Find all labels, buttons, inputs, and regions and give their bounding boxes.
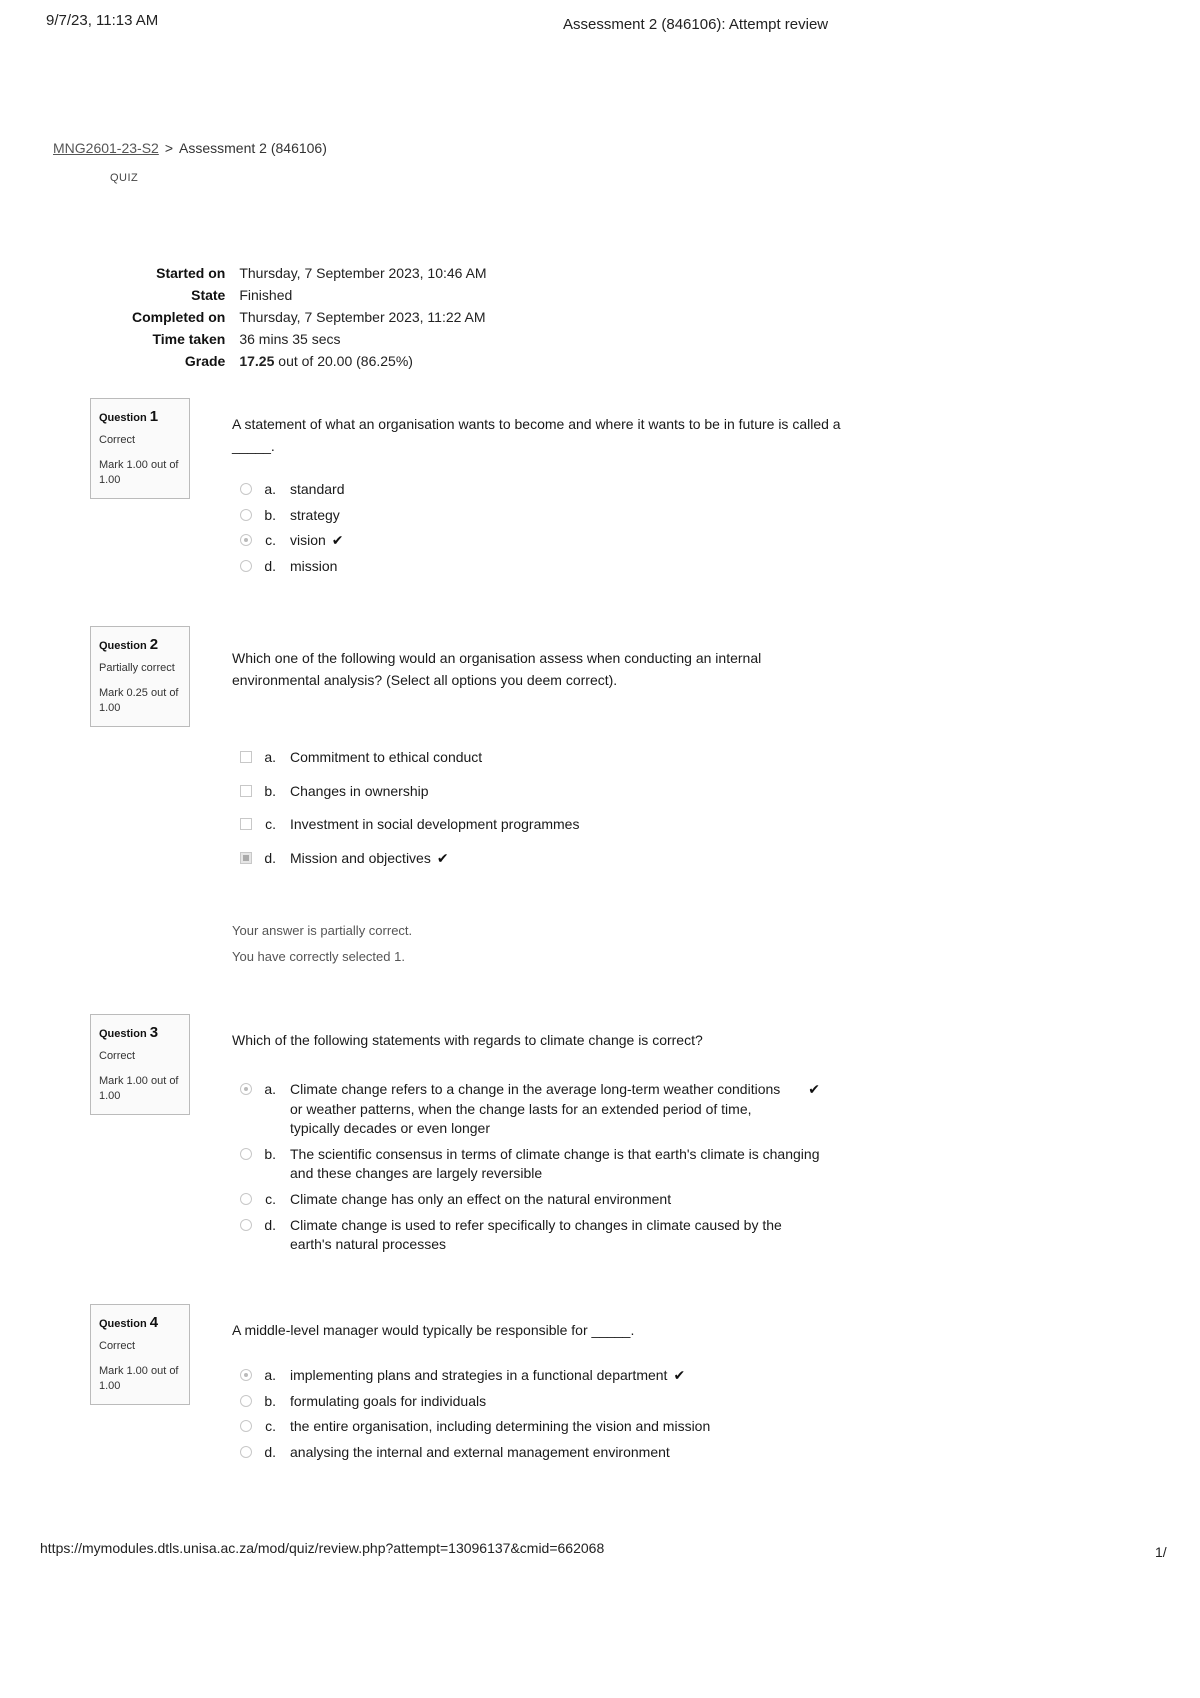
option-text: the entire organisation, including determining the vision and mission (290, 1418, 711, 1435)
answer-option[interactable] (240, 782, 840, 802)
checkbox[interactable] (240, 751, 252, 763)
grade-value (239, 350, 486, 372)
question-1-info (90, 398, 190, 499)
option-text-wrap (290, 1366, 840, 1386)
check-icon: ✔ (331, 532, 344, 549)
question-1-answers (240, 480, 840, 576)
question-1-text: A statement of what an organisation wants to become and where it wants to be in future is called a _____. (232, 416, 841, 454)
option-letter: c. (265, 532, 276, 549)
question-label: Question (99, 1318, 147, 1330)
activity-type-label: QUIZ (110, 172, 139, 184)
summary-row-completed (132, 306, 487, 328)
radio-button[interactable] (240, 560, 252, 572)
radio-button[interactable] (240, 1420, 252, 1432)
question-label: Question (99, 640, 147, 652)
option-text-wrap (290, 531, 840, 551)
question-2-mark: Mark 0.25 out of 1.00 (99, 687, 179, 714)
question-3-state: Correct (99, 1050, 136, 1063)
option-text: Mission and objectives (290, 849, 431, 866)
summary-row-time (132, 328, 487, 350)
breadcrumb-current: Assessment 2 (846106) (179, 140, 327, 156)
question-3-mark: Mark 1.00 out of 1.00 (99, 1075, 179, 1102)
option-letter: c. (265, 1418, 276, 1435)
grade-label: Grade (184, 353, 226, 369)
option-text-wrap (290, 849, 840, 869)
answer-option-selected[interactable] (240, 1366, 840, 1386)
question-number: 3 (149, 1024, 159, 1041)
radio-button-selected[interactable] (240, 1369, 252, 1381)
option-text: Investment in social development programmes (290, 816, 580, 833)
question-3-info (90, 1014, 190, 1115)
option-letter: b. (264, 506, 276, 523)
question-2-heading (99, 635, 181, 655)
question-3-answers (240, 1080, 820, 1255)
option-letter: b. (264, 1392, 276, 1409)
answer-option[interactable] (240, 1443, 840, 1463)
question-number: 2 (149, 636, 159, 653)
option-text: analysing the internal and external management environment (290, 1443, 670, 1460)
breadcrumb (53, 140, 327, 156)
question-1-state: Correct (99, 434, 136, 447)
question-2-info (90, 626, 190, 727)
feedback-line: Your answer is partially correct. (232, 923, 413, 938)
option-text: mission (290, 557, 338, 574)
option-letter: a. (264, 1081, 276, 1097)
feedback-line: You have correctly selected 1. (232, 949, 405, 964)
question-2-answers (240, 748, 840, 868)
option-text: strategy (290, 506, 340, 523)
question-4-answers (240, 1366, 840, 1462)
question-label: Question (99, 1028, 147, 1040)
option-letter: a. (264, 481, 276, 497)
grade-score: 17.25 (239, 353, 275, 369)
option-text: Climate change has only an effect on the natural environment (290, 1190, 672, 1207)
answer-option-selected[interactable] (240, 849, 840, 869)
option-letter: c. (265, 816, 276, 833)
option-text: Commitment to ethical conduct (290, 749, 483, 765)
option-text: vision (290, 532, 326, 549)
option-text: Climate change is used to refer specifically to changes in climate caused by the earth's natural processes (290, 1216, 782, 1253)
radio-button[interactable] (240, 483, 252, 495)
answer-option[interactable] (240, 1216, 820, 1255)
breadcrumb-separator: > (164, 140, 174, 156)
option-text: implementing plans and strategies in a functional department (290, 1367, 668, 1383)
answer-option[interactable] (240, 1417, 840, 1437)
time-taken-label: Time taken (152, 331, 226, 347)
question-3-text: Which of the following statements with regards to climate change is correct? (232, 1032, 703, 1048)
summary-row-state (132, 284, 487, 306)
breadcrumb-course-link[interactable]: MNG2601-23-S2 (53, 140, 159, 156)
answer-option[interactable] (240, 557, 840, 577)
summary-row-grade (132, 350, 487, 372)
started-on-value: Thursday, 7 September 2023, 10:46 AM (239, 265, 487, 281)
question-4-state: Correct (99, 1340, 136, 1353)
option-letter: c. (265, 1190, 276, 1207)
option-text: Changes in ownership (290, 782, 429, 799)
radio-button-selected[interactable] (240, 1083, 252, 1095)
radio-button-selected[interactable] (240, 534, 252, 546)
option-letter: d. (264, 557, 276, 574)
question-1-mark: Mark 1.00 out of 1.00 (99, 459, 179, 486)
option-text: standard (290, 481, 345, 497)
check-icon: ✔ (436, 849, 449, 866)
print-page-number: 1/ (1155, 1544, 1167, 1560)
summary-row-started (132, 262, 487, 284)
answer-option[interactable] (240, 1392, 840, 1412)
question-number: 1 (149, 408, 159, 425)
answer-option[interactable] (240, 1190, 820, 1210)
option-letter: b. (264, 1145, 276, 1162)
answer-option[interactable] (240, 1145, 820, 1184)
question-4-heading (99, 1313, 181, 1333)
time-taken-value: 36 mins 35 secs (239, 331, 341, 347)
option-letter: a. (264, 1367, 276, 1383)
state-label: State (191, 287, 226, 303)
check-icon: ✔ (673, 1367, 686, 1383)
attempt-summary-table (132, 262, 487, 372)
radio-button[interactable] (240, 1219, 252, 1231)
started-on-label: Started on (156, 265, 226, 281)
answer-option[interactable] (240, 815, 840, 835)
checkbox-checked[interactable] (240, 852, 252, 864)
radio-button[interactable] (240, 1148, 252, 1160)
option-letter: a. (264, 749, 276, 765)
answer-option[interactable] (240, 506, 840, 526)
option-letter: d. (264, 849, 276, 866)
radio-button[interactable] (240, 509, 252, 521)
print-datetime: 9/7/23, 11:13 AM (46, 12, 159, 29)
grade-out-of: out of 20.00 (86.25%) (274, 353, 413, 369)
checkbox[interactable] (240, 785, 252, 797)
answer-option-selected[interactable] (240, 1080, 820, 1139)
print-footer-url: https://mymodules.dtls.unisa.ac.za/mod/quiz/review.php?attempt=13096137&cmid=662068 (40, 1540, 605, 1556)
question-2-state: Partially correct (99, 662, 175, 675)
question-4-info (90, 1304, 190, 1405)
radio-button[interactable] (240, 1193, 252, 1205)
question-label: Question (99, 412, 147, 424)
checkbox[interactable] (240, 818, 252, 830)
question-3-heading (99, 1023, 181, 1043)
question-2-text: Which one of the following would an organisation assess when conducting an internal environmental analysis? (Select all options you deem correct). (232, 650, 762, 688)
completed-on-label: Completed on (132, 309, 226, 325)
radio-button[interactable] (240, 1395, 252, 1407)
answer-option[interactable] (240, 480, 840, 500)
option-text: The scientific consensus in terms of climate change is that earth's climate is changing and these changes are largely reversible (290, 1145, 820, 1182)
question-4-text: A middle-level manager would typically be responsible for _____. (232, 1322, 635, 1338)
state-value: Finished (239, 287, 293, 303)
option-letter: d. (264, 1443, 276, 1460)
option-letter: d. (264, 1216, 276, 1233)
check-icon: ✔ (808, 1081, 820, 1097)
answer-option-selected[interactable] (240, 531, 840, 551)
question-number: 4 (149, 1314, 159, 1331)
option-text: formulating goals for individuals (290, 1392, 487, 1409)
question-2-feedback (232, 918, 412, 970)
question-4-mark: Mark 1.00 out of 1.00 (99, 1365, 179, 1392)
option-letter: b. (264, 782, 276, 799)
question-1-heading (99, 407, 181, 427)
print-page-title: Assessment 2 (846106): Attempt review (563, 16, 829, 33)
completed-on-value: Thursday, 7 September 2023, 11:22 AM (239, 309, 486, 325)
option-text: Climate change refers to a change in the average long-term weather conditions or weather patterns, when the change lasts for an extended period of time, typically decades or even longer (290, 1081, 781, 1137)
radio-button[interactable] (240, 1446, 252, 1458)
answer-option[interactable] (240, 748, 840, 768)
